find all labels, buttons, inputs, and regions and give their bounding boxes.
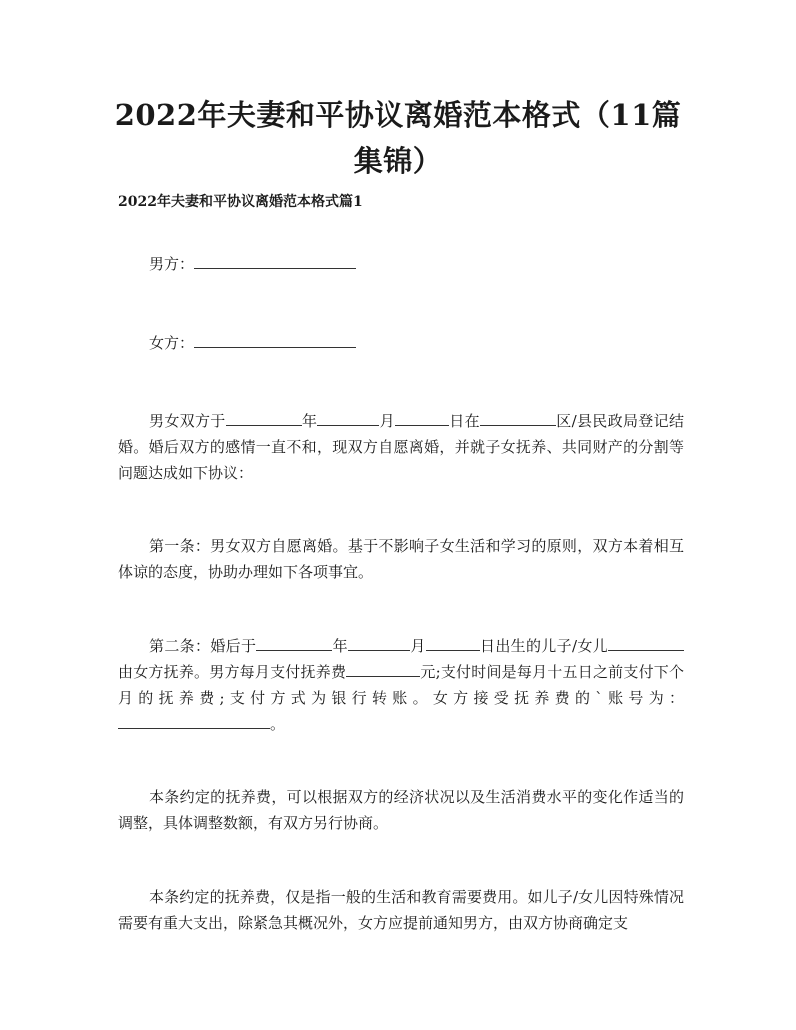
paragraph-article-1: 第一条：男女双方自愿离婚。基于不影响子女生活和学习的原则，双方本着相互体谅的态度，协助办理如下各项事宜。: [118, 537, 684, 581]
district-blank: [480, 409, 556, 426]
year-blank: [226, 409, 302, 426]
p3-text-1: 第二条：婚后于: [149, 637, 257, 655]
paragraph-marriage-registration: [118, 408, 684, 486]
p1-text-4: 日在: [448, 412, 480, 430]
p1-text-2: 年: [301, 412, 318, 430]
female-name-blank: [194, 331, 356, 348]
p1-text-3: 月: [379, 412, 395, 430]
p3-text-5: 由女方抚养。男方每月支付抚养费: [118, 663, 347, 681]
month-blank: [317, 409, 379, 426]
child-name-blank: [608, 634, 684, 651]
p3-text-6: 元;支付时间是每月十五日之前支付下个月的抚养费;支付方式为银行转账。女方接受抚养费的`账号为：: [118, 663, 684, 707]
section-title: 2022年夫妻和平协议离婚范本格式篇1: [118, 194, 363, 210]
day-blank: [395, 409, 449, 426]
p3-text-3: 月: [409, 637, 426, 655]
male-name-blank: [194, 252, 356, 269]
male-label: 男方：: [149, 255, 195, 273]
p3-text-4: 日出生的儿子/女儿: [479, 637, 608, 655]
female-label: 女方：: [149, 334, 195, 352]
birth-day-blank: [426, 634, 480, 651]
paragraph-support-scope: 本条约定的抚养费，仅是指一般的生活和教育需要费用。如儿子/女儿因特殊情况需要有重大支出，除紧急其概况外，女方应提前通知男方，由双方协商确定支: [118, 888, 684, 932]
p1-text-5: 区/县民政局登记结婚。婚后双方的感情一直不和，现双方自愿离婚，并就子女抚养、共同财产的分割等问题达成如下协议：: [118, 412, 684, 482]
birth-month-blank: [348, 634, 410, 651]
document-title: 2022年夫妻和平协议离婚范本格式（11篇集锦）: [114, 98, 682, 178]
account-number-blank: [118, 712, 270, 729]
p3-text-2: 年: [332, 637, 348, 655]
p1-text-1: 男女双方于: [149, 412, 226, 430]
paragraph-article-2: [118, 633, 684, 737]
paragraph-support-adjustment: 本条约定的抚养费，可以根据双方的经济状况以及生活消费水平的变化作适当的调整，具体调整数额，有双方另行协商。: [118, 788, 684, 832]
support-amount-blank: [346, 660, 420, 677]
birth-year-blank: [256, 634, 332, 651]
male-party-line: [118, 251, 684, 277]
female-party-line: [118, 330, 684, 356]
p3-text-7: 。: [270, 715, 286, 733]
